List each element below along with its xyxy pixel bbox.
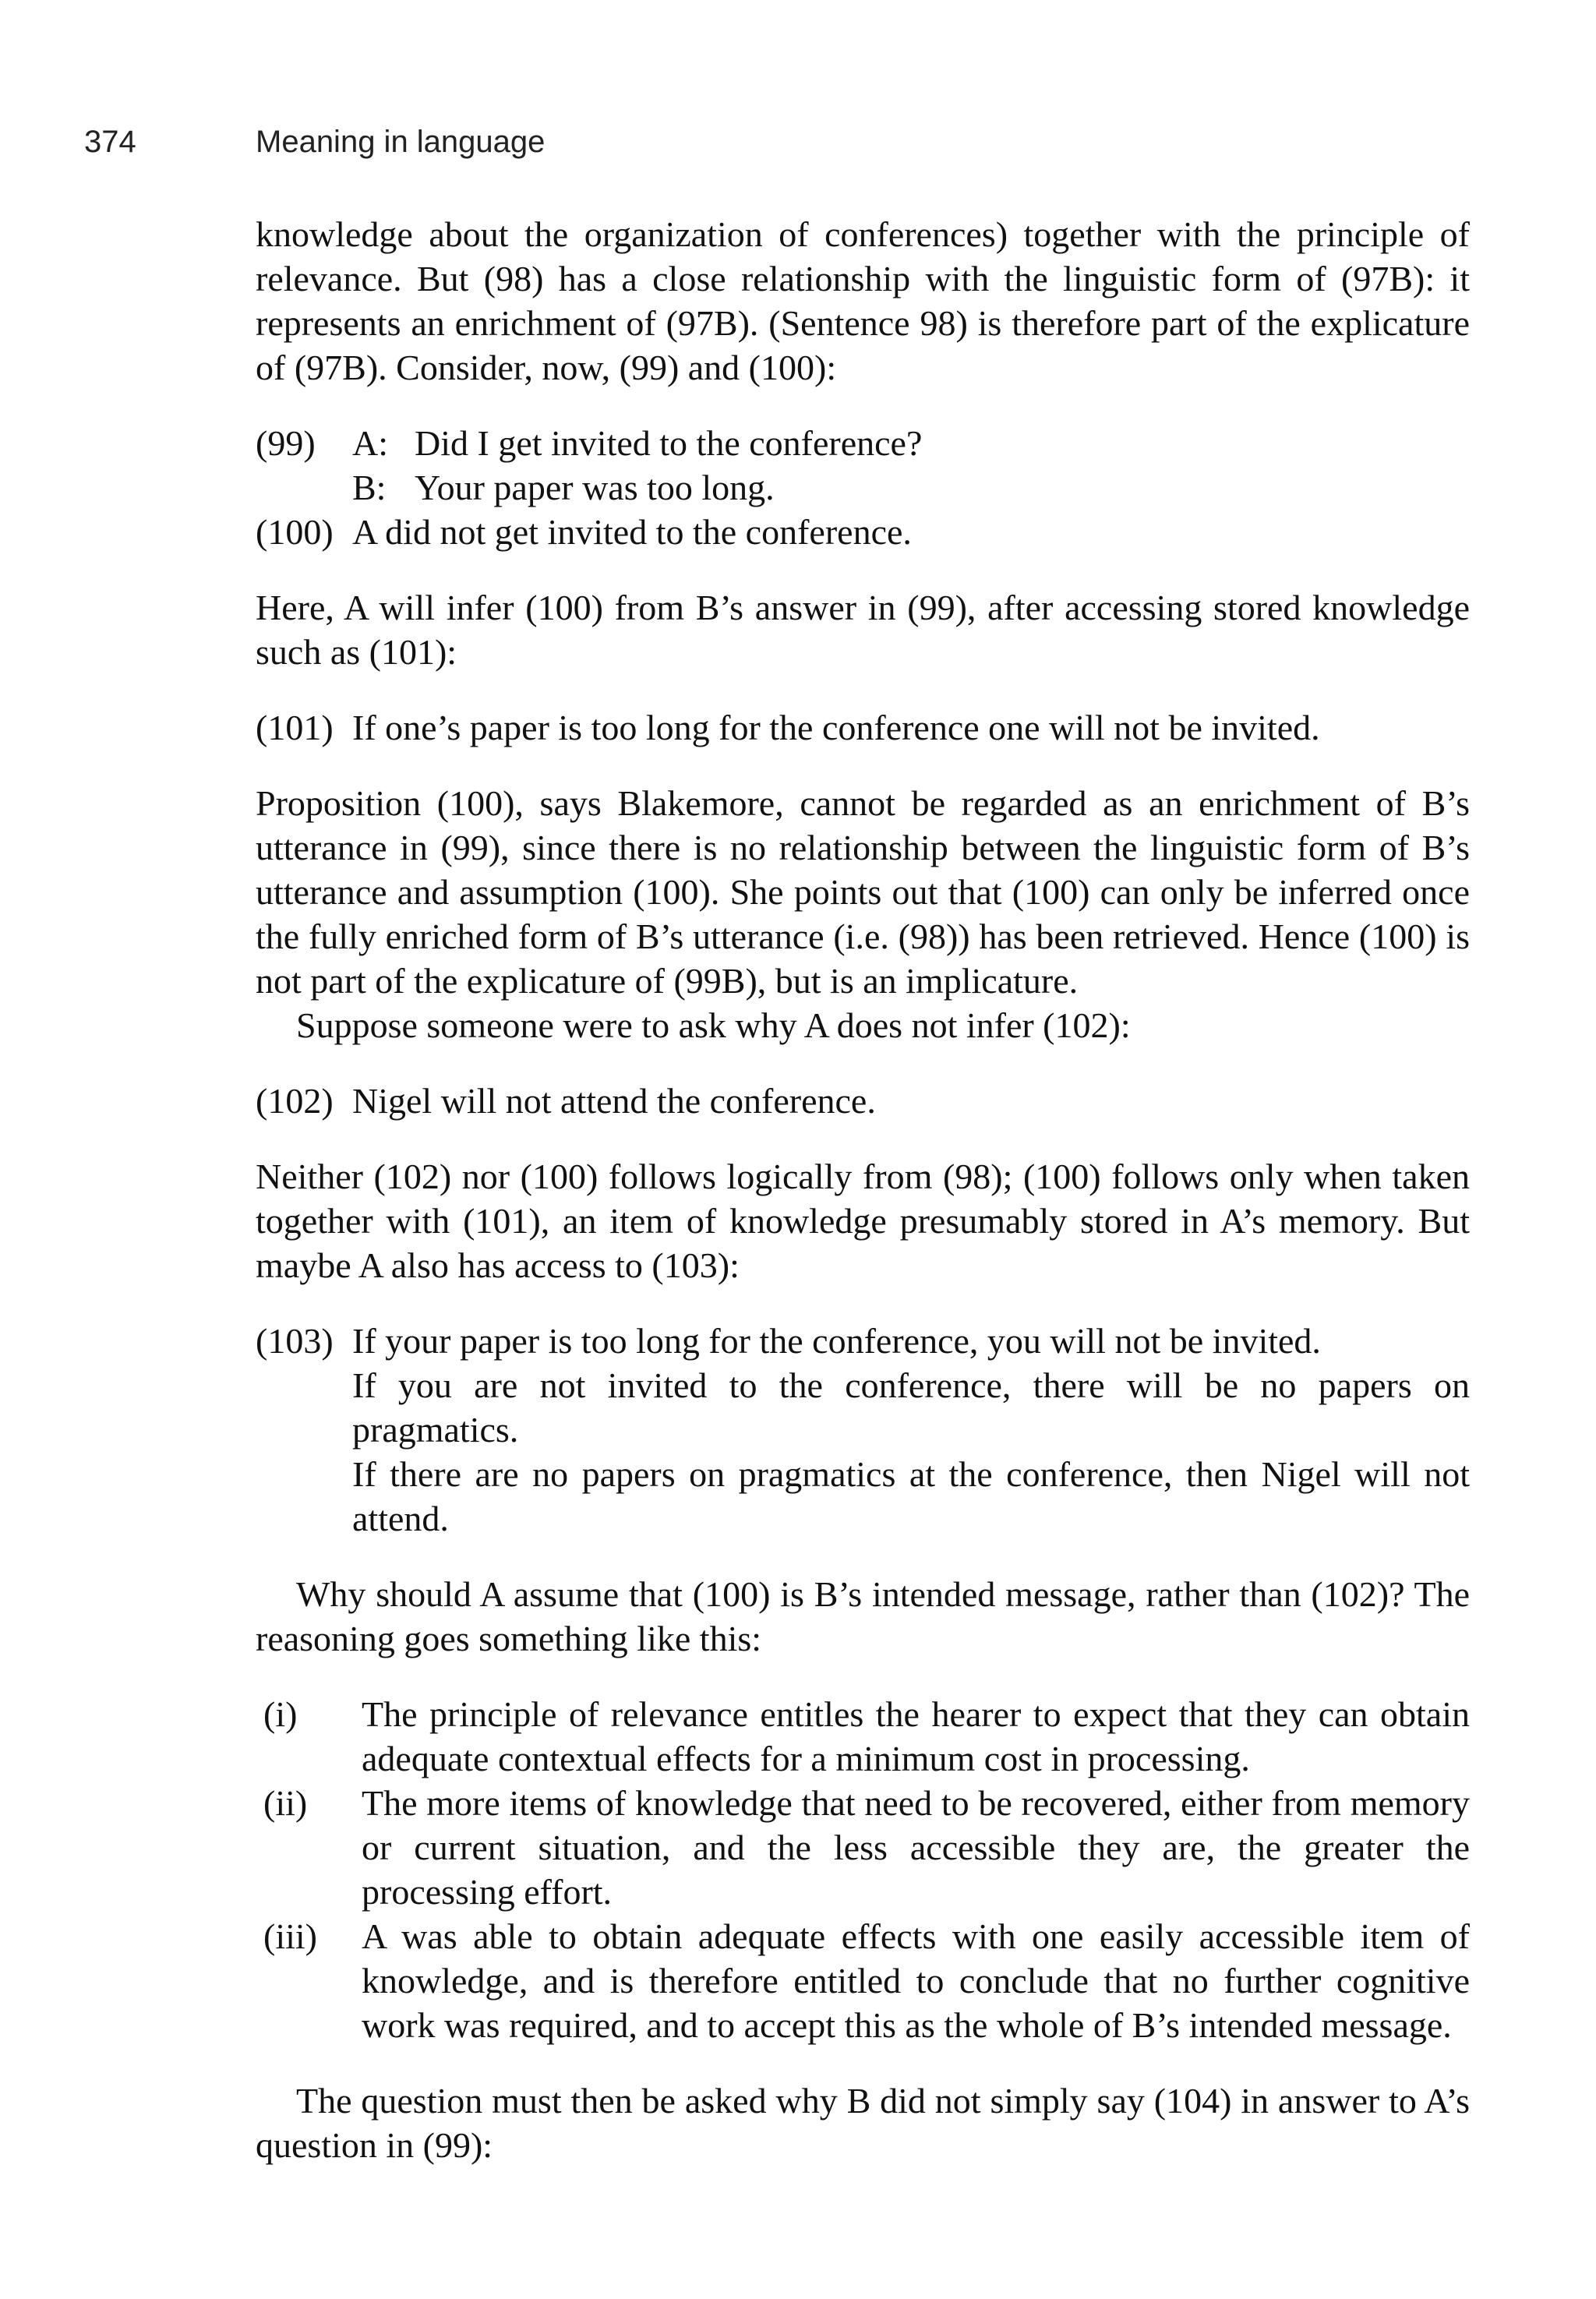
example-text: A did not get invited to the conference.	[352, 512, 912, 552]
running-title: Meaning in language	[256, 125, 546, 159]
paragraph: Suppose someone were to ask why A does not infer (102):	[296, 1005, 1131, 1045]
example-99	[256, 421, 1470, 510]
example-text: Nigel will not attend the conference.	[352, 1081, 876, 1121]
list-item	[256, 1914, 1470, 2047]
speaker-a: A:	[352, 423, 388, 463]
example-line: If there are no papers on pragmatics at the conference, then Nigel will not attend.	[352, 1454, 1470, 1538]
paragraph: knowledge about the organization of conferences) together with the principle of relevance. But (98) has a close relationship with the linguistic form of (97B): it represents an enrichment of (97B). (Sentence 98) is therefore part of the explicature of (97B). Consider, now, (99) and (100):	[256, 214, 1470, 387]
paragraph: Proposition (100), says Blakemore, cannot be regarded as an enrichment of B’s utterance in (99), since there is no relationship between the linguistic form of B’s utterance and assumption (100). She points out that (100) can only be inferred once the fully enriched form of B’s utterance (i.e. (98)) has been retrieved. Hence (100) is not part of the explicature of (99B), but is an implicature.	[256, 783, 1470, 1001]
speaker-b: B:	[352, 468, 387, 507]
list-item-label: (iii)	[263, 1916, 317, 1956]
example-101	[256, 705, 1470, 750]
running-header	[84, 125, 545, 160]
paragraph: Neither (102) nor (100) follows logically from (98); (100) follows only when taken together with (101), an item of knowledge presumably stored in A’s memory. But maybe A also has access to (103):	[256, 1157, 1470, 1285]
example-102	[256, 1079, 1470, 1123]
list-item-text: A was able to obtain adequate effects with one easily accessible item of knowledge, and is therefore entitled to conclude that no further cognitive work was required, and to accept this as the whole of B’s intended message.	[362, 1916, 1470, 2045]
list-item-text: The more items of knowledge that need to be recovered, either from memory or current situation, and the less accessible they are, the greater the processing effort.	[362, 1783, 1470, 1912]
main-text	[256, 212, 1470, 2167]
example-line: If your paper is too long for the conference, you will not be invited.	[352, 1321, 1321, 1361]
reasoning-list	[256, 1692, 1470, 2047]
example-label: (99)	[256, 423, 316, 463]
example-label: (100)	[256, 512, 334, 552]
utterance-a: Did I get invited to the conference?	[415, 423, 923, 463]
example-label: (102)	[256, 1081, 334, 1121]
example-label: (101)	[256, 708, 334, 747]
page-number: 374	[84, 125, 136, 159]
utterance-b: Your paper was too long.	[415, 468, 775, 507]
example-line: If you are not invited to the conference, there will be no papers on pragmatics.	[352, 1365, 1470, 1450]
paragraph: Here, A will infer (100) from B’s answer in (99), after accessing stored knowledge such as (101):	[256, 588, 1470, 672]
example-text: If one’s paper is too long for the conference one will not be invited.	[352, 708, 1320, 747]
example-103	[256, 1319, 1470, 1541]
list-item-label: (ii)	[263, 1783, 308, 1823]
example-label: (103)	[256, 1321, 334, 1361]
list-item-label: (i)	[263, 1694, 298, 1734]
list-item	[256, 1781, 1470, 1914]
paragraph: The question must then be asked why B did not simply say (104) in answer to A’s question in (99):	[256, 2081, 1470, 2165]
example-100	[256, 510, 1470, 554]
list-item	[256, 1692, 1470, 1781]
paragraph: Why should A assume that (100) is B’s intended message, rather than (102)? The reasoning goes something like this:	[256, 1574, 1470, 1658]
list-item-text: The principle of relevance entitles the hearer to expect that they can obtain adequate contextual effects for a minimum cost in processing.	[362, 1694, 1470, 1778]
